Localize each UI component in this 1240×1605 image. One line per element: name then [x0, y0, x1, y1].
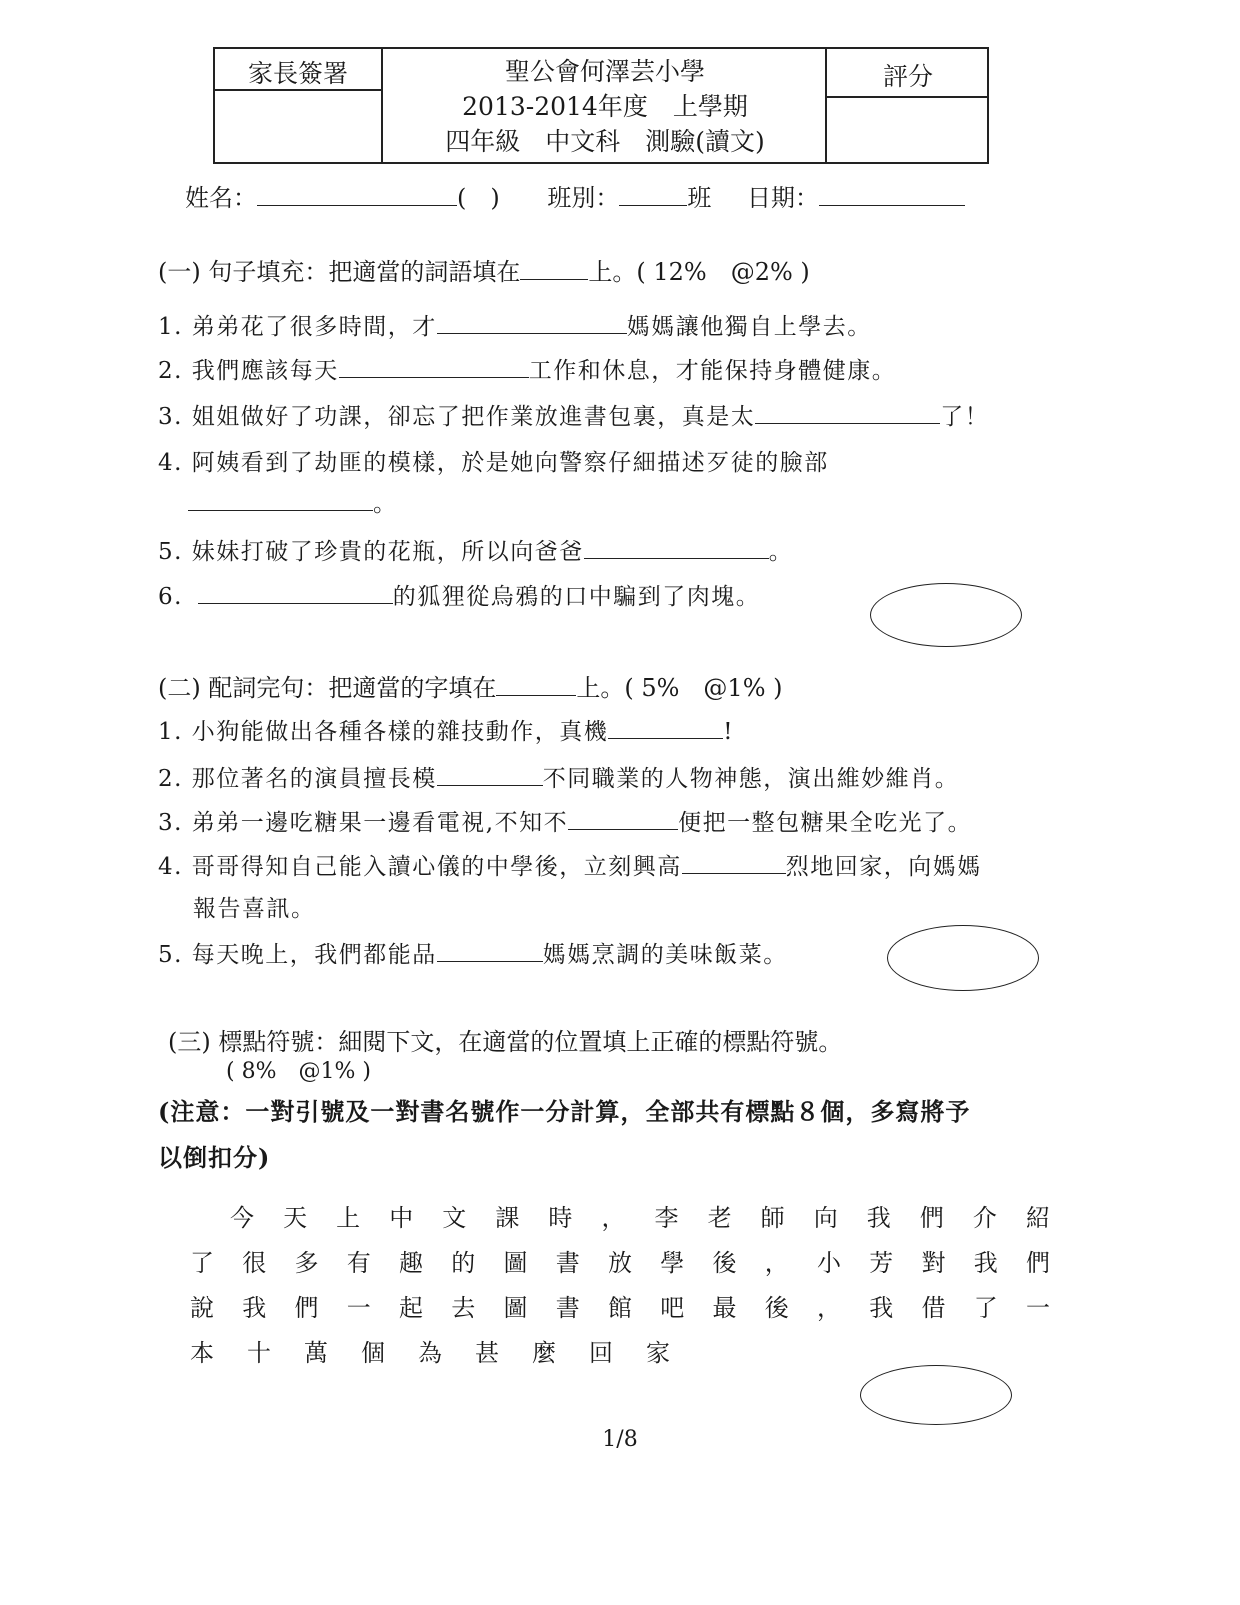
answer-blank[interactable] [755, 422, 940, 424]
passage-char: 有 [346, 1249, 371, 1277]
passage-char: 書 [555, 1249, 580, 1277]
question-text: 3. 弟弟一邊吃糖果一邊看電視,不知不 [158, 810, 569, 836]
answer-blank[interactable] [682, 872, 786, 874]
passage-char: ， [764, 1249, 789, 1277]
passage-char: 們 [919, 1204, 944, 1232]
passage-char: 一 [1026, 1294, 1050, 1322]
passage-char: 借 [921, 1294, 946, 1322]
sample-blank [520, 278, 588, 280]
passage-char: ， [817, 1294, 841, 1322]
student-info-row [185, 178, 965, 213]
score-oval[interactable] [887, 925, 1039, 991]
passage-char: 課 [495, 1204, 520, 1232]
passage-char: 小 [817, 1249, 841, 1277]
s1-question-3 [158, 398, 989, 431]
passage-char: 後 [712, 1249, 737, 1277]
question-text: 1. 小狗能做出各種各樣的雜技動作，真機 [158, 719, 609, 745]
passage-char: 起 [399, 1294, 423, 1322]
punctuation-passage [190, 1198, 1050, 1378]
section3-marks: ( 8% @1% ) [226, 1059, 371, 1084]
passage-row [190, 1198, 1050, 1243]
question-text: 媽媽烹調的美味飯菜。 [542, 942, 788, 968]
passage-char: 趣 [399, 1249, 423, 1277]
s1-question-1 [158, 308, 872, 341]
passage-char: 甚 [475, 1339, 499, 1367]
class-blank[interactable] [619, 204, 687, 206]
score-oval[interactable] [870, 583, 1022, 647]
passage-char: 我 [973, 1249, 998, 1277]
question-text: 4. 阿姨看到了劫匪的模樣，於是她向警察仔細描述歹徒的臉部 [158, 450, 829, 476]
question-text: 。 [768, 539, 794, 565]
s1-question-5 [158, 533, 793, 566]
passage-char: 李 [654, 1204, 679, 1232]
section3-heading: (三) 標點符號：細閱下文，在適當的位置填上正確的標點符號。 [168, 1028, 843, 1056]
question-text: 1. 弟弟花了很多時間，才 [158, 314, 437, 340]
section2-heading [158, 668, 783, 703]
passage-char: 為 [418, 1339, 442, 1367]
score-label: 評分 [882, 62, 933, 91]
passage-char: 說 [190, 1294, 214, 1322]
s1-question-2 [158, 352, 896, 385]
question-text: 5. 妹妹打破了珍貴的花瓶，所以向爸爸 [158, 539, 584, 565]
answer-blank[interactable] [188, 509, 373, 511]
passage-char: 中 [389, 1204, 414, 1232]
passage-char: 很 [242, 1249, 267, 1277]
s2-question-4-cont [193, 890, 316, 923]
passage-char: 學 [660, 1249, 685, 1277]
section2-marks: 上。( 5% @1% ) [576, 674, 783, 702]
question-text: 媽媽讓他獨自上學去。 [626, 314, 872, 340]
passage-row [190, 1288, 1050, 1333]
s2-question-2 [158, 760, 959, 793]
passage-char: 我 [869, 1294, 894, 1322]
passage-char: 了 [190, 1249, 214, 1277]
passage-char: 去 [451, 1294, 476, 1322]
passage-char: 我 [242, 1294, 267, 1322]
score-oval[interactable] [860, 1365, 1012, 1425]
question-text: 2. 那位著名的演員擅長模 [158, 766, 437, 792]
exam-title: 四年級 中文科 測驗(讀文) [445, 127, 765, 156]
question-text: 便把一整包糖果全吃光了。 [678, 810, 973, 836]
s1-question-4 [158, 444, 829, 477]
s2-question-5 [158, 936, 788, 969]
s1-question-6 [158, 578, 760, 611]
page-number: 1/8 [602, 1427, 638, 1452]
passage-row [190, 1243, 1050, 1288]
passage-char: 一 [346, 1294, 371, 1322]
class-number-paren: ( ) [457, 184, 500, 212]
class-label: 班別： [547, 184, 620, 212]
answer-blank[interactable] [584, 557, 769, 559]
passage-char: 老 [707, 1204, 732, 1232]
answer-blank[interactable] [437, 960, 543, 962]
question-text: 4. 哥哥得知自己能入讀心儀的中學後，立刻興高 [158, 854, 682, 880]
passage-char: 們 [1026, 1249, 1050, 1277]
passage-char: 後 [764, 1294, 789, 1322]
question-text: 3. 姐姐做好了功課，卻忘了把作業放進書包裏，真是太 [158, 404, 756, 430]
school-name: 聖公會何澤芸小學 [504, 57, 705, 86]
passage-char: 家 [646, 1339, 670, 1367]
passage-char: 十 [247, 1339, 271, 1367]
passage-char: 上 [336, 1204, 361, 1232]
date-label: 日期： [747, 184, 820, 212]
passage-char: 多 [294, 1249, 319, 1277]
question-text: 5. 每天晚上，我們都能品 [158, 942, 437, 968]
passage-char: 的 [451, 1249, 476, 1277]
passage-char: 了 [973, 1294, 998, 1322]
question-text: 烈地回家，向媽媽 [785, 854, 982, 880]
answer-blank[interactable] [437, 784, 543, 786]
question-text: 了！ [940, 404, 990, 430]
passage-char: 圖 [503, 1249, 528, 1277]
answer-blank[interactable] [437, 332, 627, 334]
answer-blank[interactable] [198, 602, 393, 604]
score-box[interactable] [827, 98, 989, 162]
passage-char: 天 [283, 1204, 308, 1232]
parent-signature-label: 家長簽署 [247, 59, 348, 88]
passage-char: 書 [555, 1294, 580, 1322]
parent-signature-box[interactable] [215, 91, 381, 162]
passage-char: ， [601, 1204, 626, 1232]
passage-char: 師 [760, 1204, 785, 1232]
passage-char: 時 [548, 1204, 573, 1232]
s1-question-4-cont [188, 485, 398, 518]
passage-char: 對 [921, 1249, 946, 1277]
answer-blank[interactable] [339, 376, 529, 378]
passage-char: 本 [190, 1339, 214, 1367]
passage-char: 回 [589, 1339, 613, 1367]
header-table [213, 47, 989, 164]
passage-char: 萬 [304, 1339, 328, 1367]
question-text: 工作和休息，才能保持身體健康。 [528, 358, 897, 384]
date-blank[interactable] [819, 204, 965, 206]
passage-char: 個 [361, 1339, 385, 1367]
answer-blank[interactable] [568, 828, 678, 830]
sample-blank [496, 694, 576, 696]
question-text: 6. [158, 584, 183, 610]
passage-char: 吧 [660, 1294, 685, 1322]
question-text: 2. 我們應該每天 [158, 358, 339, 384]
section1-heading-text: (一) 句子填充：把適當的詞語填在 [158, 258, 521, 286]
passage-char: 們 [294, 1294, 319, 1322]
passage-char: 紹 [1025, 1204, 1050, 1232]
passage-char: 向 [813, 1204, 838, 1232]
passage-char: 我 [866, 1204, 891, 1232]
s2-question-1 [158, 713, 734, 746]
section3-note-line1: (注意：一對引號及一對書名號作一分計算，全部共有標點８個，多寫將予 [158, 1097, 971, 1126]
passage-char: 芳 [869, 1249, 894, 1277]
question-text: 。 [373, 491, 398, 517]
passage-char: 文 [442, 1204, 467, 1232]
passage-char: 麼 [532, 1339, 556, 1367]
passage-char: 最 [712, 1294, 737, 1322]
section3-note-line2: 以倒扣分) [158, 1143, 271, 1172]
question-text: 不同職業的人物神態，演出維妙維肖。 [542, 766, 960, 792]
year-term: 2013-2014年度 上學期 [462, 92, 748, 121]
section1-marks: 上。( 12% @2% ) [588, 258, 810, 286]
name-label: 姓名： [185, 184, 257, 212]
section2-heading-text: (二) 配詞完句：把適當的字填在 [158, 674, 497, 702]
s2-question-3 [158, 804, 972, 837]
answer-blank[interactable] [608, 737, 723, 739]
passage-char: 放 [608, 1249, 632, 1277]
passage-char: 介 [972, 1204, 997, 1232]
name-blank[interactable] [257, 204, 457, 206]
s2-question-4 [158, 848, 982, 881]
class-suffix: 班 [687, 184, 712, 212]
section1-heading [158, 252, 810, 287]
passage-char: 今 [230, 1204, 254, 1232]
passage-char: 圖 [503, 1294, 528, 1322]
school-title-block [383, 54, 827, 159]
question-text: ! [723, 719, 735, 745]
passage-char: 館 [608, 1294, 632, 1322]
question-text: 的狐狸從烏鴉的口中騙到了肉塊。 [392, 584, 761, 610]
question-text: 報告喜訊。 [193, 896, 316, 922]
